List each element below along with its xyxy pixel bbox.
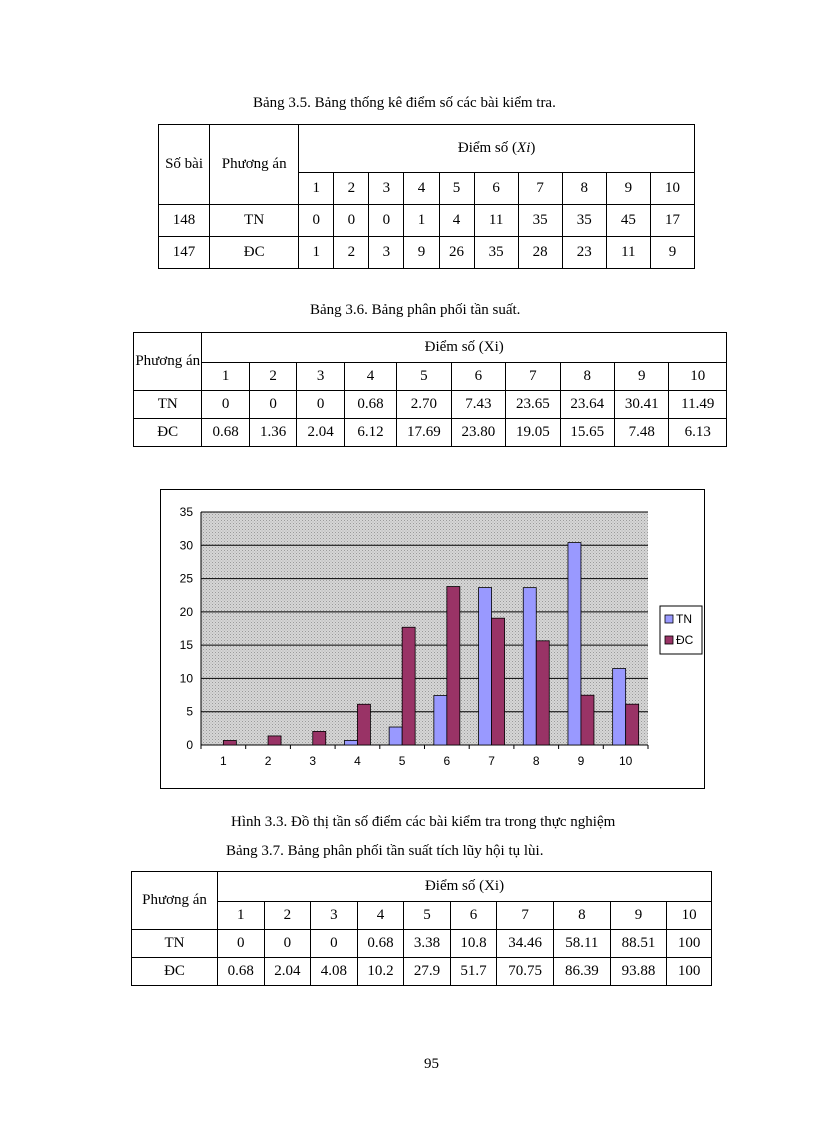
x-tick-label: 5 — [398, 754, 406, 768]
table-3-7-caption: Bảng 3.7. Bảng phân phối tần suất tích lũy hội tụ lùi. — [226, 843, 544, 859]
table-row — [134, 419, 727, 447]
cell-value: 6.12 — [344, 419, 396, 447]
cell-so-bai: 148 — [159, 205, 210, 237]
cell-value: 2.70 — [397, 391, 451, 419]
legend-swatch-đc — [665, 636, 673, 644]
x-tick-label: 2 — [264, 754, 272, 768]
x-tick-label: 3 — [309, 754, 317, 768]
score-header: 8 — [560, 363, 614, 391]
cell-value: 100 — [667, 958, 712, 986]
table-row — [132, 930, 712, 958]
bar-tn — [613, 669, 626, 745]
score-header: 9 — [606, 173, 650, 205]
y-tick-label: 20 — [179, 604, 193, 619]
bar-đc — [402, 627, 415, 745]
cell-value: 45 — [606, 205, 650, 237]
cell-value: 2.04 — [297, 419, 344, 447]
cell-value: 11 — [606, 237, 650, 269]
table-3-7 — [131, 871, 712, 986]
cell-value: 0 — [297, 391, 344, 419]
table-3-5 — [158, 124, 695, 269]
score-header: 4 — [404, 173, 439, 205]
bar-đc — [626, 704, 639, 745]
bar-đc — [357, 704, 370, 745]
cell-value: 11.49 — [669, 391, 727, 419]
score-header: 3 — [369, 173, 404, 205]
cell-value: 100 — [667, 930, 712, 958]
bar-đc — [313, 731, 326, 745]
cell-phuong-an: ĐC — [210, 237, 299, 269]
cell-phuong-an: ĐC — [132, 958, 218, 986]
score-header: 7 — [497, 902, 554, 930]
bar-đc — [492, 618, 505, 745]
cell-value: 17.69 — [397, 419, 451, 447]
score-header: 6 — [451, 363, 505, 391]
cell-value: 9 — [650, 237, 694, 269]
y-tick-label: 25 — [179, 571, 193, 586]
cell-value: 3 — [369, 237, 404, 269]
bar-đc — [268, 736, 281, 745]
cell-value: 23.65 — [506, 391, 560, 419]
score-header: 3 — [297, 363, 344, 391]
header-diem-so: Điểm số (Xi) — [299, 125, 695, 173]
table-row — [132, 958, 712, 986]
score-header: 6 — [474, 173, 518, 205]
cell-value: 17 — [650, 205, 694, 237]
header-so-bai: Số bài — [159, 125, 210, 205]
score-header: 4 — [344, 363, 396, 391]
bar-đc — [223, 740, 236, 745]
cell-value: 93.88 — [610, 958, 667, 986]
table-3-6 — [133, 332, 727, 447]
cell-value: 0 — [264, 930, 311, 958]
cell-phuong-an: TN — [210, 205, 299, 237]
cell-value: 0 — [369, 205, 404, 237]
bar-đc — [536, 641, 549, 745]
score-header: 10 — [669, 363, 727, 391]
cell-value: 11 — [474, 205, 518, 237]
cell-value: 0.68 — [357, 930, 404, 958]
cell-so-bai: 147 — [159, 237, 210, 269]
bar-đc — [581, 695, 594, 745]
y-tick-label: 5 — [186, 704, 193, 719]
cell-value: 26 — [439, 237, 474, 269]
score-header: 5 — [397, 363, 451, 391]
cell-phuong-an: ĐC — [134, 419, 202, 447]
bar-tn — [479, 588, 492, 745]
score-header: 10 — [667, 902, 712, 930]
cell-value: 30.41 — [615, 391, 669, 419]
cell-value: 86.39 — [553, 958, 610, 986]
cell-value: 4.08 — [311, 958, 358, 986]
bar-tn — [389, 727, 402, 745]
bar-tn — [434, 696, 447, 745]
table-row — [159, 205, 695, 237]
header-diem-so: Điểm số (Xi) — [218, 872, 712, 902]
cell-value: 88.51 — [610, 930, 667, 958]
legend-label-đc: ĐC — [676, 633, 694, 647]
cell-value: 0 — [299, 205, 334, 237]
x-tick-label: 8 — [532, 754, 540, 768]
cell-value: 1 — [404, 205, 439, 237]
table-3-5-caption: Bảng 3.5. Bảng thống kê điểm số các bài kiểm tra. — [253, 95, 556, 111]
cell-value: 0 — [334, 205, 369, 237]
table-row — [159, 237, 695, 269]
cell-value: 9 — [404, 237, 439, 269]
x-tick-label: 9 — [577, 754, 585, 768]
bar-tn — [344, 740, 357, 745]
y-tick-label: 15 — [179, 638, 193, 653]
header-diem-so: Điểm số (Xi) — [202, 333, 727, 363]
cell-value: 7.43 — [451, 391, 505, 419]
cell-value: 23.64 — [560, 391, 614, 419]
cell-phuong-an: TN — [134, 391, 202, 419]
cell-value: 0 — [311, 930, 358, 958]
header-phuong-an: Phương án — [134, 333, 202, 391]
legend-label-tn: TN — [676, 612, 692, 626]
cell-value: 70.75 — [497, 958, 554, 986]
cell-value: 2 — [334, 237, 369, 269]
score-header: 8 — [553, 902, 610, 930]
score-header: 1 — [218, 902, 265, 930]
header-phuong-an: Phương án — [132, 872, 218, 930]
score-header: 9 — [615, 363, 669, 391]
cell-value: 19.05 — [506, 419, 560, 447]
y-tick-label: 35 — [179, 505, 193, 519]
cell-value: 28 — [518, 237, 562, 269]
score-header: 2 — [264, 902, 311, 930]
score-header: 6 — [450, 902, 497, 930]
bar-đc — [447, 587, 460, 745]
score-header: 8 — [562, 173, 606, 205]
cell-value: 35 — [518, 205, 562, 237]
legend-swatch-tn — [665, 615, 673, 623]
cell-value: 27.9 — [404, 958, 451, 986]
score-header: 2 — [249, 363, 296, 391]
cell-value: 0 — [218, 930, 265, 958]
cell-value: 1.36 — [249, 419, 296, 447]
y-tick-label: 0 — [186, 738, 193, 752]
cell-value: 35 — [562, 205, 606, 237]
cell-value: 1 — [299, 237, 334, 269]
cell-value: 0 — [202, 391, 249, 419]
figure-3-3-caption: Hình 3.3. Đồ thị tần số điểm các bài kiểm tra trong thực nghiệm — [231, 814, 616, 830]
score-header: 3 — [311, 902, 358, 930]
cell-value: 35 — [474, 237, 518, 269]
score-header: 9 — [610, 902, 667, 930]
score-header: 1 — [299, 173, 334, 205]
frequency-chart — [160, 489, 705, 789]
page-number: 95 — [424, 1056, 439, 1072]
x-tick-label: 7 — [488, 754, 495, 768]
score-header: 2 — [334, 173, 369, 205]
cell-value: 0.68 — [218, 958, 265, 986]
y-tick-label: 10 — [179, 671, 193, 686]
score-header: 4 — [357, 902, 404, 930]
bar-tn — [568, 543, 581, 745]
cell-value: 7.48 — [615, 419, 669, 447]
cell-value: 10.2 — [357, 958, 404, 986]
cell-value: 0 — [249, 391, 296, 419]
score-header: 1 — [202, 363, 249, 391]
cell-value: 58.11 — [553, 930, 610, 958]
cell-value: 0.68 — [344, 391, 396, 419]
cell-value: 3.38 — [404, 930, 451, 958]
cell-value: 2.04 — [264, 958, 311, 986]
cell-value: 34.46 — [497, 930, 554, 958]
cell-value: 23 — [562, 237, 606, 269]
x-tick-label: 4 — [354, 754, 361, 768]
cell-value: 6.13 — [669, 419, 727, 447]
header-phuong-an: Phương án — [210, 125, 299, 205]
bar-tn — [523, 588, 536, 745]
cell-value: 23.80 — [451, 419, 505, 447]
cell-value: 4 — [439, 205, 474, 237]
frequency-chart-svg — [161, 490, 704, 788]
score-header: 10 — [650, 173, 694, 205]
cell-value: 0.68 — [202, 419, 249, 447]
x-tick-label: 10 — [618, 754, 633, 768]
y-tick-label: 30 — [179, 538, 193, 553]
x-tick-label: 6 — [443, 754, 451, 768]
score-header: 5 — [404, 902, 451, 930]
cell-value: 10.8 — [450, 930, 497, 958]
cell-value: 15.65 — [560, 419, 614, 447]
cell-value: 51.7 — [450, 958, 497, 986]
table-3-6-caption: Bảng 3.6. Bảng phân phối tần suất. — [310, 302, 521, 318]
x-tick-label: 1 — [220, 754, 227, 768]
score-header: 5 — [439, 173, 474, 205]
score-header: 7 — [518, 173, 562, 205]
cell-phuong-an: TN — [132, 930, 218, 958]
score-header: 7 — [506, 363, 560, 391]
table-row — [134, 391, 727, 419]
